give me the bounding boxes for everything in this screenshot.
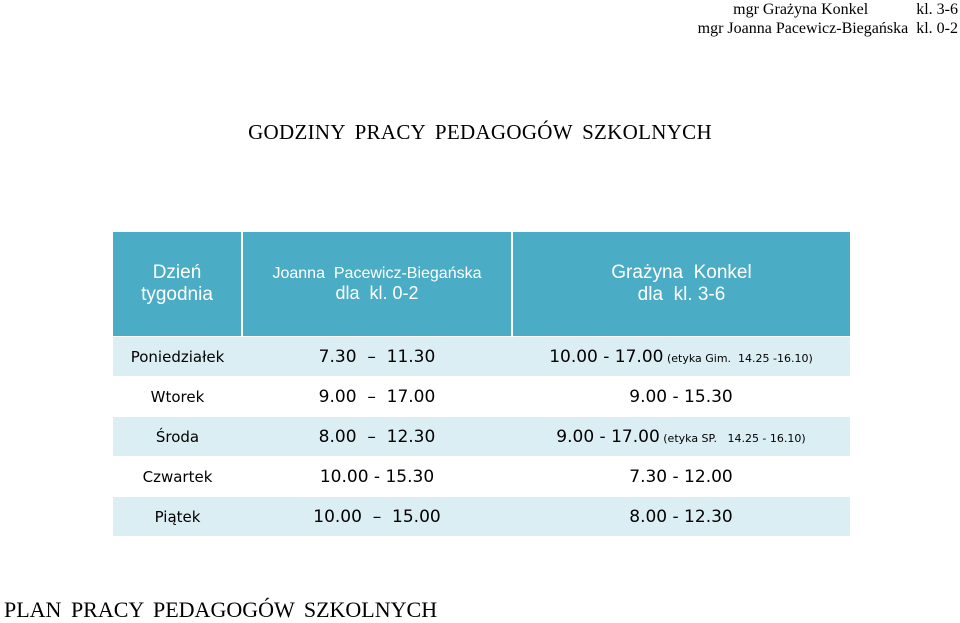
pacewicz-hours: 10.00 – 15.00 [242,497,512,537]
table-header-row [113,232,850,337]
day-cell: Piątek [113,497,242,537]
header-class: kl. 0-2 [916,20,958,37]
konkel-hours: 7.30 - 12.00 [629,466,733,487]
schedule-table [113,232,850,536]
pacewicz-hours: 10.00 - 15.30 [242,457,512,497]
pacewicz-hours: 8.00 – 12.30 [242,417,512,457]
plan-title: PLAN PRACY PEDAGOGÓW SZKOLNYCH [4,597,438,622]
header-konkel-line2: dla kl. 3-6 [637,284,726,305]
konkel-hours-cell [512,377,850,417]
konkel-hours: 9.00 - 17.00 [556,426,660,447]
table-row [113,377,850,417]
header-line-pacewicz [698,19,958,38]
day-cell: Czwartek [113,457,242,497]
header-gap [908,19,916,38]
header-konkel [512,232,850,337]
pacewicz-hours: 9.00 – 17.00 [242,377,512,417]
day-cell: Wtorek [113,377,242,417]
header-pacewicz [242,232,512,337]
konkel-hours-cell [512,497,850,537]
header-pacewicz-line2: dla kl. 0-2 [335,282,419,303]
hours-note: (etyka Gim. 14.25 -16.10) [663,351,813,365]
header-day [113,232,242,337]
header-pacewicz-line1: Joanna Pacewicz-Biegańska [272,264,482,282]
author-header [698,0,958,38]
day-cell: Środa [113,417,242,457]
header-gap [868,0,916,19]
pacewicz-hours: 7.30 – 11.30 [242,337,512,377]
table-row [113,337,850,377]
konkel-hours-cell [512,337,850,377]
header-name: mgr Grażyna Konkel [733,1,869,18]
table-row [113,497,850,537]
konkel-hours: 8.00 - 12.30 [629,506,733,527]
header-konkel-line1: Grażyna Konkel [611,262,752,283]
konkel-hours: 10.00 - 17.00 [549,346,664,367]
header-line-konkel [698,0,958,19]
konkel-hours: 9.00 - 15.30 [629,386,733,407]
header-class: kl. 3-6 [916,1,958,18]
hours-note: (etyka SP. 14.25 - 16.10) [659,431,806,445]
header-day-line1: Dzień [152,262,202,283]
table-row [113,417,850,457]
konkel-hours-cell [512,417,850,457]
header-day-line2: tygodnia [141,284,213,305]
header-name: mgr Joanna Pacewicz-Biegańska [697,20,909,37]
konkel-hours-cell [512,457,850,497]
page-title: GODZINY PRACY PEDAGOGÓW SZKOLNYCH [248,120,712,144]
day-cell: Poniedziałek [113,337,242,377]
table-row [113,457,850,497]
